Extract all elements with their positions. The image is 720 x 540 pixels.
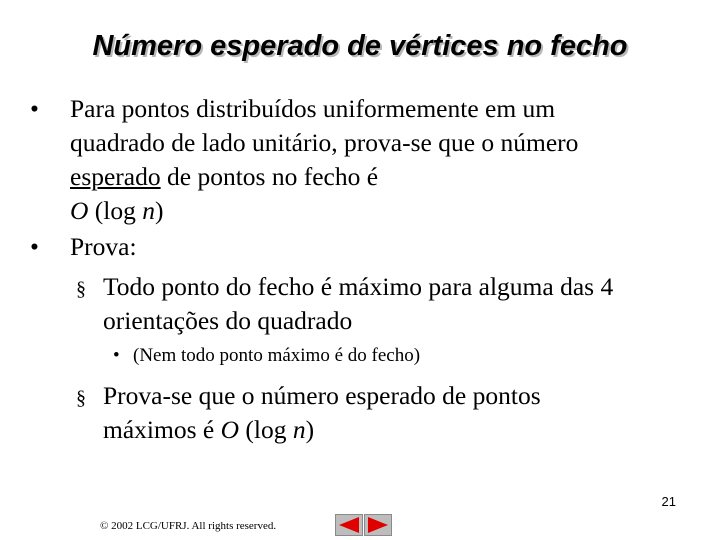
bullet-1-line-4 <box>70 194 164 228</box>
right-triangle-icon <box>365 515 391 535</box>
log-close-2: ) <box>305 415 315 444</box>
log-close: ) <box>155 196 164 225</box>
bullet-1-line-3 <box>70 160 378 194</box>
sub-2-line-2 <box>103 413 314 447</box>
sub-1-marker: § <box>76 278 86 300</box>
sub-2-line-2-start: máximos é <box>103 415 221 444</box>
sub-1-line-2: orientações do quadrado <box>103 306 353 335</box>
prev-slide-button[interactable] <box>335 514 363 536</box>
sub-1-line-1: Todo ponto do fecho é máximo para alguma das 4 <box>103 272 614 301</box>
var-n: n <box>142 196 155 225</box>
left-triangle-icon <box>336 515 362 535</box>
log-open-2: (log <box>239 415 293 444</box>
big-o-2: O <box>220 415 239 444</box>
slide-title: Número esperado de vértices no fecho <box>92 30 628 62</box>
bullet-1-line-2: quadrado de lado unitário, prova-se que o número <box>70 128 579 157</box>
subsub-1-marker: • <box>113 345 120 366</box>
big-o: O <box>70 196 89 225</box>
log-open: (log <box>88 196 143 225</box>
bullet-1-line-3-rest: de pontos no fecho é <box>160 162 379 191</box>
subsub-1-text: (Nem todo ponto máximo é do fecho) <box>133 345 421 366</box>
bullet-1-marker: • <box>30 94 39 123</box>
bullet-1-line-1: Para pontos distribuídos uniformemente em um <box>70 94 556 123</box>
underlined-word: esperado <box>70 162 161 191</box>
bullet-2-text: Prova: <box>70 232 137 261</box>
next-slide-button[interactable] <box>364 514 392 536</box>
var-n-2: n <box>292 415 306 444</box>
sub-2-marker: § <box>76 387 86 409</box>
bullet-2-marker: • <box>30 232 39 261</box>
sub-2-line-1: Prova-se que o número esperado de pontos <box>103 381 541 410</box>
copyright-notice: © 2002 LCG/UFRJ. All rights reserved. <box>100 520 277 532</box>
page-number: 21 <box>661 494 676 509</box>
